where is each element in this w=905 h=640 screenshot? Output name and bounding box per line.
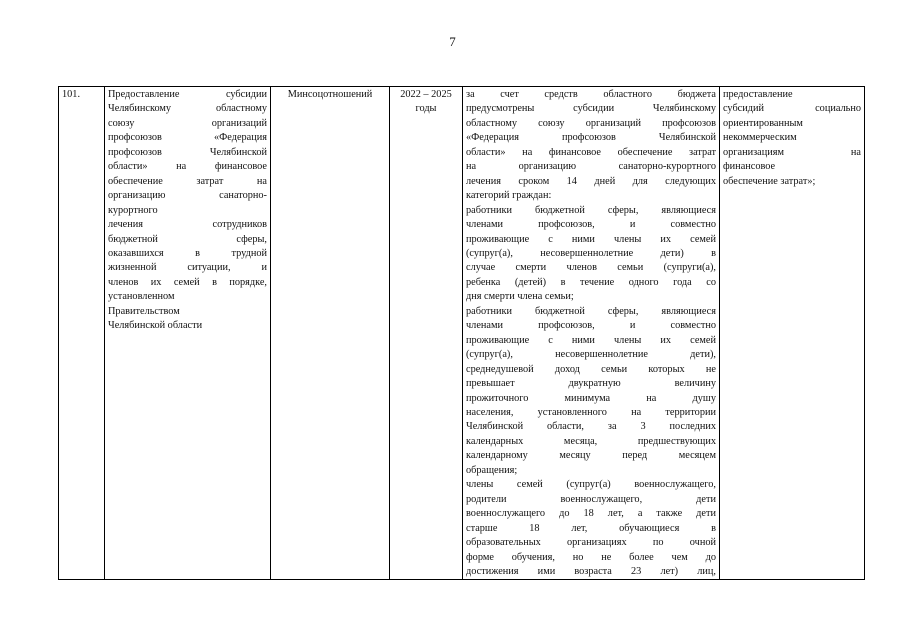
- text-line: форме обучения, но не более чем до: [466, 551, 716, 563]
- text-line: прожиточного минимума на душу: [466, 392, 716, 404]
- text-line: обращения;: [466, 464, 518, 476]
- text-line: среднедушевой доход семьи которых не: [466, 363, 716, 375]
- text-line: ребенка (детей) в течение одного года со: [466, 276, 716, 288]
- goal-cell: [720, 87, 865, 580]
- text-line: календарных месяца, предшествующих: [466, 435, 716, 447]
- text-line: членами профсоюзов, и совместно: [466, 219, 716, 231]
- text-line: бюджетной сферы,: [108, 233, 267, 245]
- text-line: дня смерти члена семьи;: [466, 291, 574, 303]
- measure-name-text: [108, 88, 267, 334]
- text-line: достижения ими возраста 23 лет) лиц,: [466, 565, 716, 577]
- text-line: оказавшихся в трудной: [108, 247, 267, 259]
- text-line: курортного: [108, 204, 158, 216]
- text-line: календарному месяцу перед месяцем: [466, 450, 716, 462]
- conditions-cell: [463, 87, 720, 580]
- years-suffix: годы: [415, 103, 437, 115]
- text-line: лечения сотрудников: [108, 219, 267, 231]
- text-line: проживающие с ними члены их семей: [466, 334, 716, 346]
- program-table: [58, 86, 865, 580]
- table-row: [59, 87, 865, 580]
- text-line: финансовое: [723, 161, 776, 173]
- text-line: области» на финансовое: [108, 161, 267, 173]
- text-line: предоставление: [723, 89, 793, 100]
- measure-name-cell: [105, 87, 271, 580]
- text-line: Челябинской области: [108, 320, 203, 332]
- years-cell: [390, 87, 463, 580]
- text-line: организацию санаторно-: [108, 190, 267, 202]
- row-number: 101.: [62, 89, 81, 100]
- text-line: военнослужащего до 18 лет, а также дети: [466, 508, 716, 520]
- text-line: организациям на: [723, 146, 861, 158]
- text-line: старше 18 лет, обучающиеся в: [466, 522, 716, 534]
- conditions-text: [466, 88, 716, 579]
- text-line: работники бюджетной сферы, являющиеся: [466, 204, 716, 216]
- text-line: (супруг(а), несовершеннолетние дети) в: [466, 247, 716, 259]
- row-number-cell: [59, 87, 105, 580]
- text-line: проживающие с ними члены их семей: [466, 233, 716, 245]
- text-line: категорий граждан:: [466, 190, 552, 202]
- page-number: 7: [449, 34, 456, 49]
- text-line: установленном: [108, 291, 175, 303]
- text-line: «Федерация профсоюзов Челябинской: [466, 132, 716, 144]
- text-line: Правительством: [108, 305, 180, 317]
- years-range: 2022 – 2025: [400, 89, 452, 100]
- text-line: родители военнослужащего, дети: [466, 493, 716, 505]
- text-line: Челябинской области, за 3 последних: [466, 421, 716, 433]
- text-line: за счет средств областного бюджета: [466, 89, 716, 100]
- text-line: Предоставление субсидии: [108, 89, 267, 100]
- text-line: образовательных организациях по очной: [466, 537, 716, 549]
- text-line: области» на финансовое обеспечение затрат: [466, 146, 716, 158]
- responsible-organization: Минсоцотношений: [287, 89, 373, 100]
- text-line: предусмотрены субсидии Челябинскому: [466, 103, 716, 115]
- text-line: случае смерти членов семьи (супруги(а),: [466, 262, 716, 274]
- text-line: субсидий социально: [723, 103, 861, 115]
- text-line: работники бюджетной сферы, являющиеся: [466, 305, 716, 317]
- text-line: жизненной ситуации, и: [108, 262, 267, 274]
- text-line: Челябинскому областному: [108, 103, 267, 115]
- text-line: профсоюзов «Федерация: [108, 132, 267, 144]
- responsible-organization-cell: [271, 87, 390, 580]
- text-line: членов их семей в порядке,: [108, 276, 267, 288]
- text-line: превышает двукратную величину: [466, 378, 716, 390]
- text-line: на организацию санаторно-курортного: [466, 161, 716, 173]
- text-line: областному союзу организаций профсоюзов: [466, 117, 716, 129]
- text-line: члены семей (супруг(а) военнослужащего,: [466, 479, 716, 491]
- text-line: лечения сроком 14 дней для следующих: [466, 175, 716, 187]
- text-line: членами профсоюзов, и совместно: [466, 320, 716, 332]
- text-line: (супруг(а), несовершеннолетние дети),: [466, 349, 716, 361]
- text-line: некоммерческим: [723, 132, 797, 144]
- text-line: обеспечение затрат»;: [723, 175, 816, 187]
- text-line: ориентированным: [723, 117, 803, 129]
- text-line: союзу организаций: [108, 117, 267, 129]
- text-line: профсоюзов Челябинской: [108, 146, 267, 158]
- goal-text: [723, 88, 861, 189]
- text-line: населения, установленного на территории: [466, 406, 716, 418]
- text-line: обеспечение затрат на: [108, 175, 267, 187]
